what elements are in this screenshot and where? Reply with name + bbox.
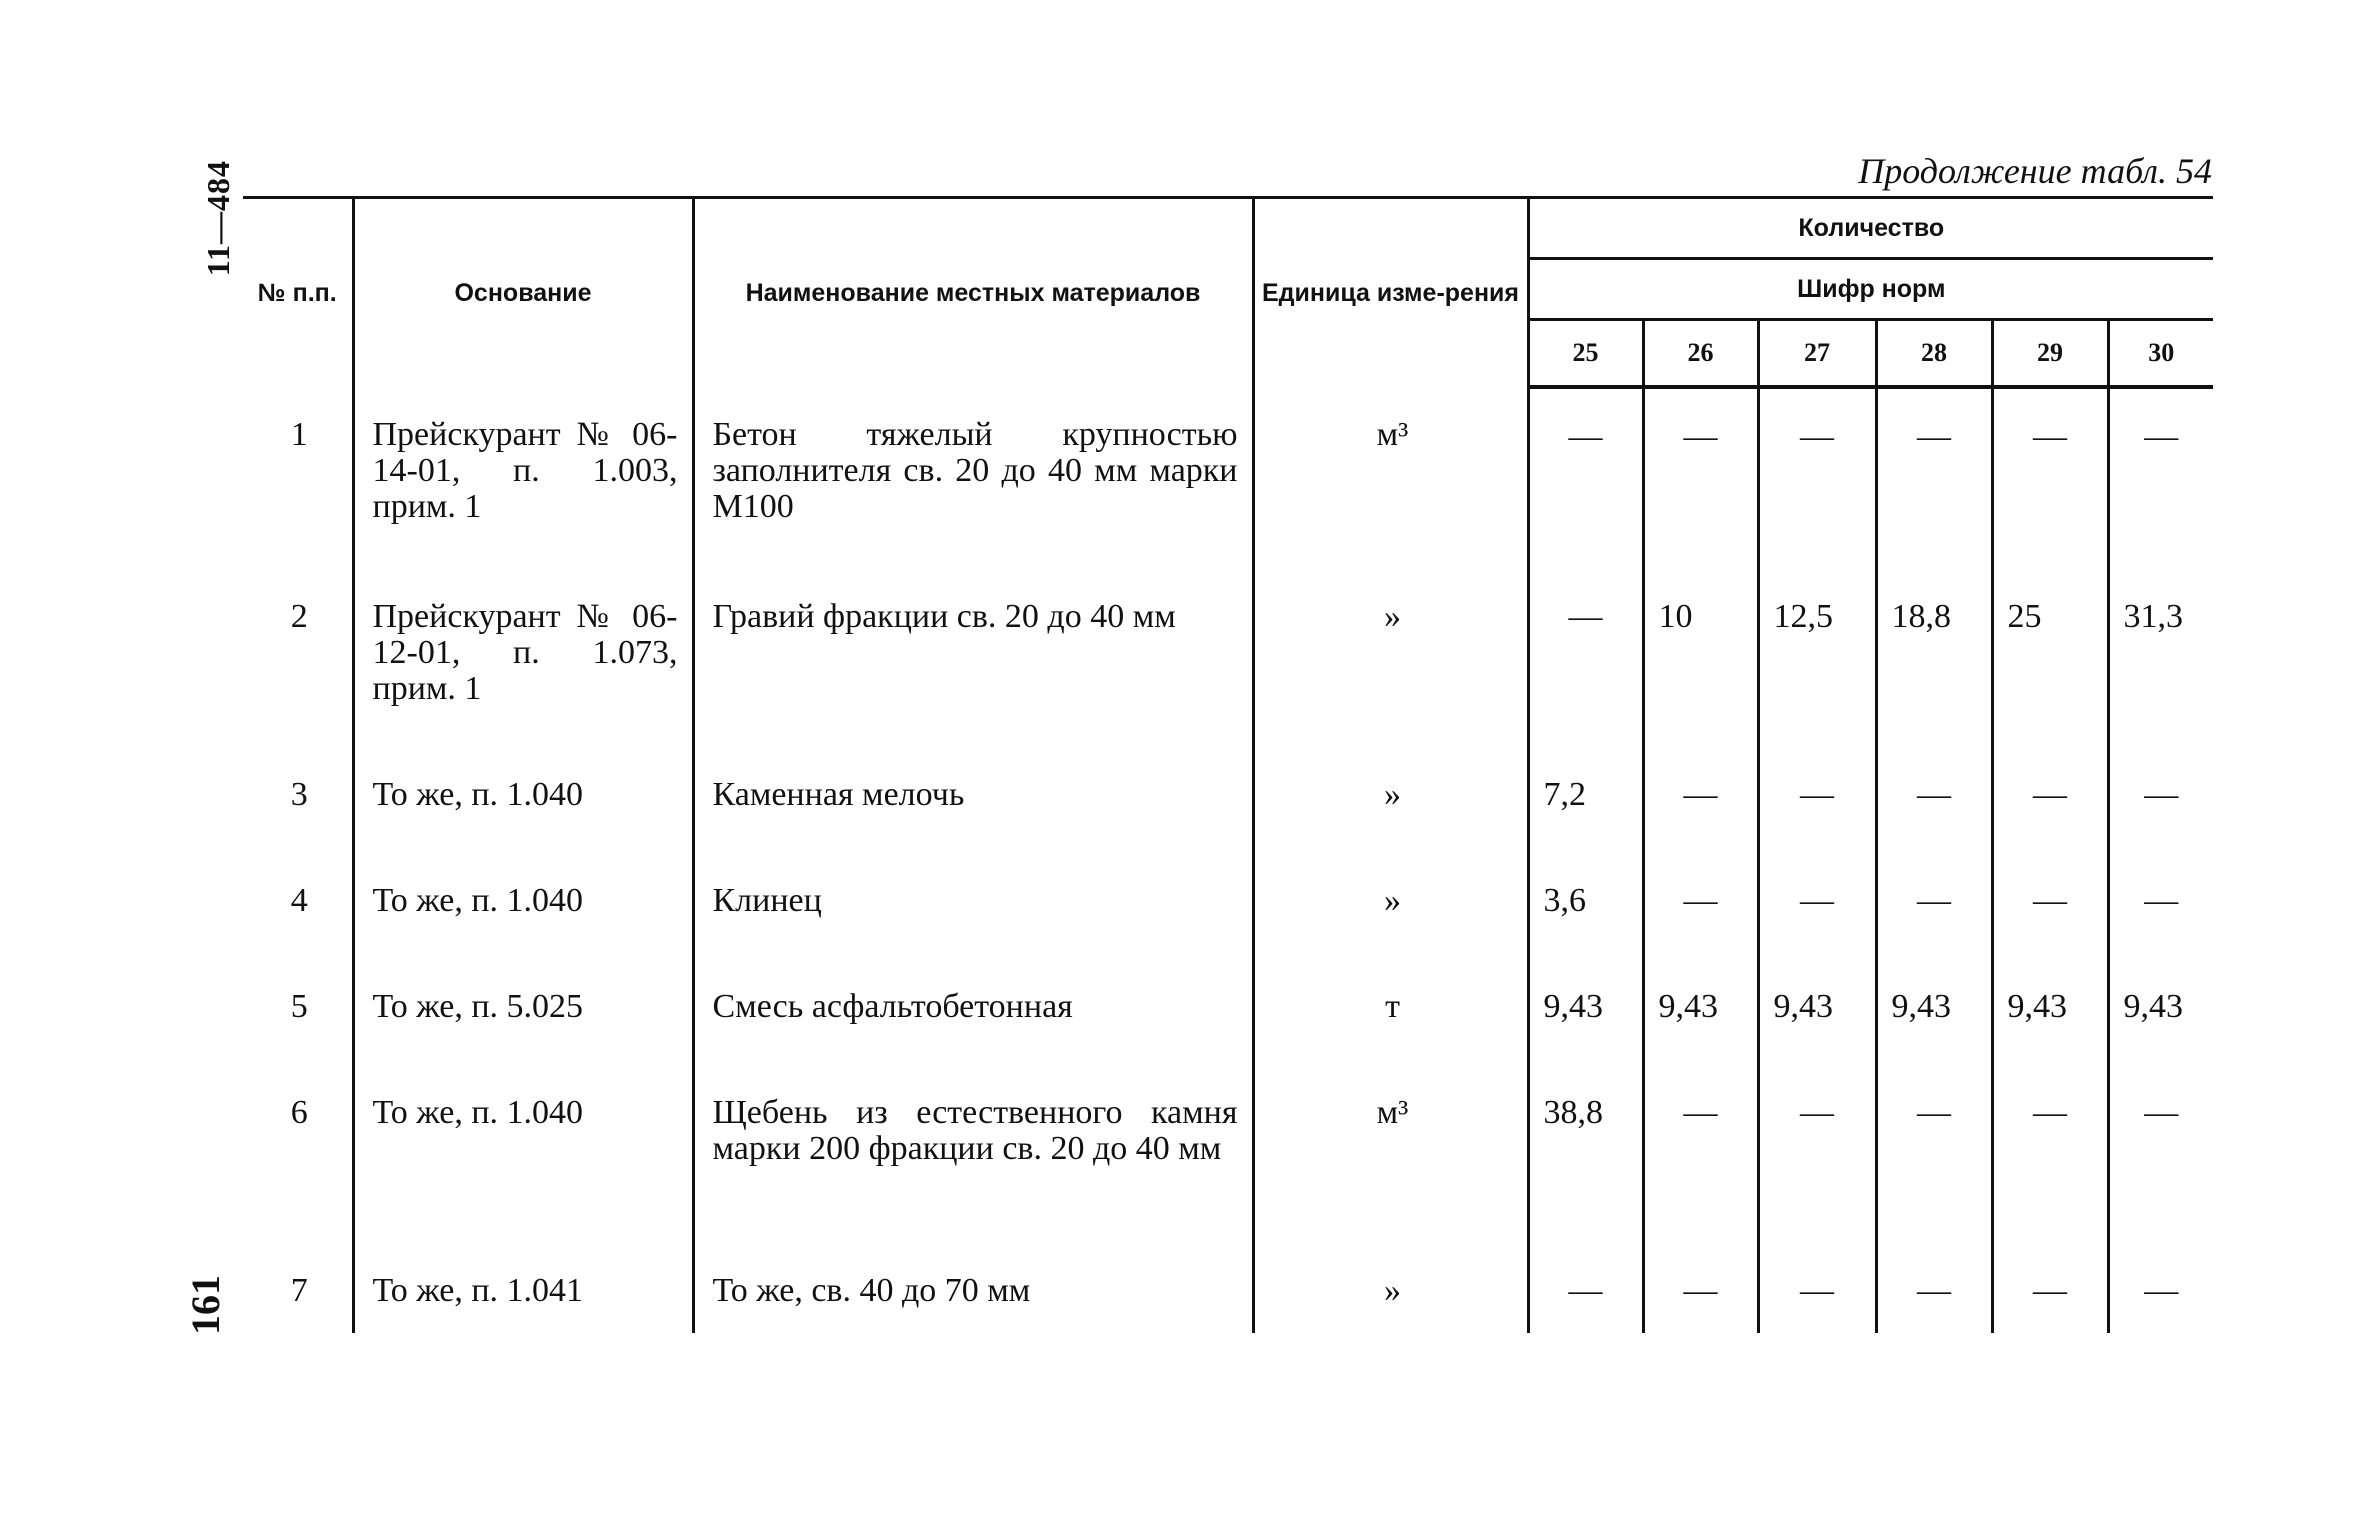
row-value: — [2033, 776, 2067, 813]
header-code-27: 27 [1758, 320, 1876, 388]
row-num: 3 [243, 747, 353, 853]
header-code-26: 26 [1643, 320, 1758, 388]
row-value: — [2033, 1272, 2067, 1309]
row-value: 9,43 [1643, 959, 1758, 1065]
materials-table [243, 196, 2213, 1333]
row-value: 38,8 [1528, 1065, 1643, 1243]
header-codes-title: Шифр норм [1528, 259, 2213, 320]
row-value: — [1568, 1272, 1603, 1309]
document-code: 11—484 [200, 160, 236, 277]
row-value: 18,8 [1876, 569, 1992, 747]
row-value: — [1568, 598, 1603, 635]
row-value: — [1568, 418, 1603, 455]
row-value: — [2144, 776, 2179, 813]
row-num: 5 [243, 959, 353, 1065]
row-value: 25 [1992, 569, 2108, 747]
row-value: 9,43 [2108, 959, 2213, 1065]
row-value: 9,43 [1758, 959, 1876, 1065]
row-num: 7 [243, 1243, 353, 1333]
table-row [243, 747, 2213, 853]
row-num: 2 [243, 569, 353, 747]
row-value: 12,5 [1758, 569, 1876, 747]
table-row [243, 387, 2213, 569]
table-row [243, 853, 2213, 959]
row-value: — [1800, 1272, 1834, 1309]
row-value: 9,43 [1876, 959, 1992, 1065]
row-value: — [1683, 1272, 1718, 1309]
row-unit: м³ [1253, 1065, 1528, 1243]
row-value: 9,43 [1992, 959, 2108, 1065]
header-code-25: 25 [1528, 320, 1643, 388]
table-row [243, 1243, 2213, 1333]
row-material: Клинец [693, 853, 1253, 959]
row-value: — [1917, 1094, 1951, 1131]
row-value: 7,2 [1528, 747, 1643, 853]
row-material: Бетон тяжелый крупностью заполнителя св. 20 до 40 мм марки М100 [693, 387, 1253, 569]
header-code-30: 30 [2108, 320, 2213, 388]
table-continuation-title: Продолжение табл. 54 [1858, 151, 2212, 191]
row-value: — [2144, 1094, 2179, 1131]
row-value: — [1917, 882, 1951, 919]
row-value: — [1683, 418, 1718, 455]
row-basis: То же, п. 1.040 [353, 853, 693, 959]
row-value: — [2033, 1094, 2067, 1131]
row-value: — [2144, 1272, 2179, 1309]
row-num: 1 [243, 387, 353, 569]
header-code-28: 28 [1876, 320, 1992, 388]
table-row [243, 569, 2213, 747]
table-row [243, 959, 2213, 1065]
row-value: — [1917, 418, 1951, 455]
row-value: — [1683, 1094, 1718, 1131]
row-value: — [2144, 882, 2179, 919]
header-unit: Единица изме-рения [1253, 198, 1528, 388]
row-value: — [1683, 882, 1718, 919]
header-code-29: 29 [1992, 320, 2108, 388]
page-number: 161 [183, 1275, 228, 1335]
table-row [243, 1065, 2213, 1243]
row-basis: Прейскурант № 06-14-01, п. 1.003, прим. 1 [353, 387, 693, 569]
row-unit: » [1253, 747, 1528, 853]
row-unit: » [1253, 853, 1528, 959]
header-basis: Основание [353, 198, 693, 388]
header-num: № п.п. [243, 198, 353, 388]
row-unit: » [1253, 569, 1528, 747]
row-material: То же, св. 40 до 70 мм [693, 1243, 1253, 1333]
row-material: Смесь асфальтобетонная [693, 959, 1253, 1065]
row-value: 10 [1643, 569, 1758, 747]
row-basis: То же, п. 1.041 [353, 1243, 693, 1333]
row-value: — [1683, 776, 1718, 813]
row-unit: » [1253, 1243, 1528, 1333]
row-unit: м³ [1253, 387, 1528, 569]
row-value: — [2033, 882, 2067, 919]
row-value: — [1800, 882, 1834, 919]
row-material: Каменная мелочь [693, 747, 1253, 853]
row-value: — [1800, 1094, 1834, 1131]
row-value: — [2033, 418, 2067, 455]
row-basis: Прейскурант № 06-12-01, п. 1.073, прим. 1 [353, 569, 693, 747]
header-name: Наименование местных материалов [693, 198, 1253, 388]
row-unit: т [1253, 959, 1528, 1065]
row-value: — [2144, 418, 2179, 455]
row-value: 9,43 [1528, 959, 1643, 1065]
row-num: 6 [243, 1065, 353, 1243]
row-value: — [1800, 418, 1834, 455]
row-basis: То же, п. 5.025 [353, 959, 693, 1065]
row-value: — [1917, 776, 1951, 813]
row-value: 3,6 [1528, 853, 1643, 959]
row-num: 4 [243, 853, 353, 959]
row-basis: То же, п. 1.040 [353, 1065, 693, 1243]
row-value: — [1800, 776, 1834, 813]
row-value: 31,3 [2108, 569, 2213, 747]
header-quantity: Количество [1528, 198, 2213, 259]
row-basis: То же, п. 1.040 [353, 747, 693, 853]
row-material: Гравий фракции св. 20 до 40 мм [693, 569, 1253, 747]
row-value: — [1917, 1272, 1951, 1309]
row-material: Щебень из естественного камня марки 200 фракции св. 20 до 40 мм [693, 1065, 1253, 1243]
